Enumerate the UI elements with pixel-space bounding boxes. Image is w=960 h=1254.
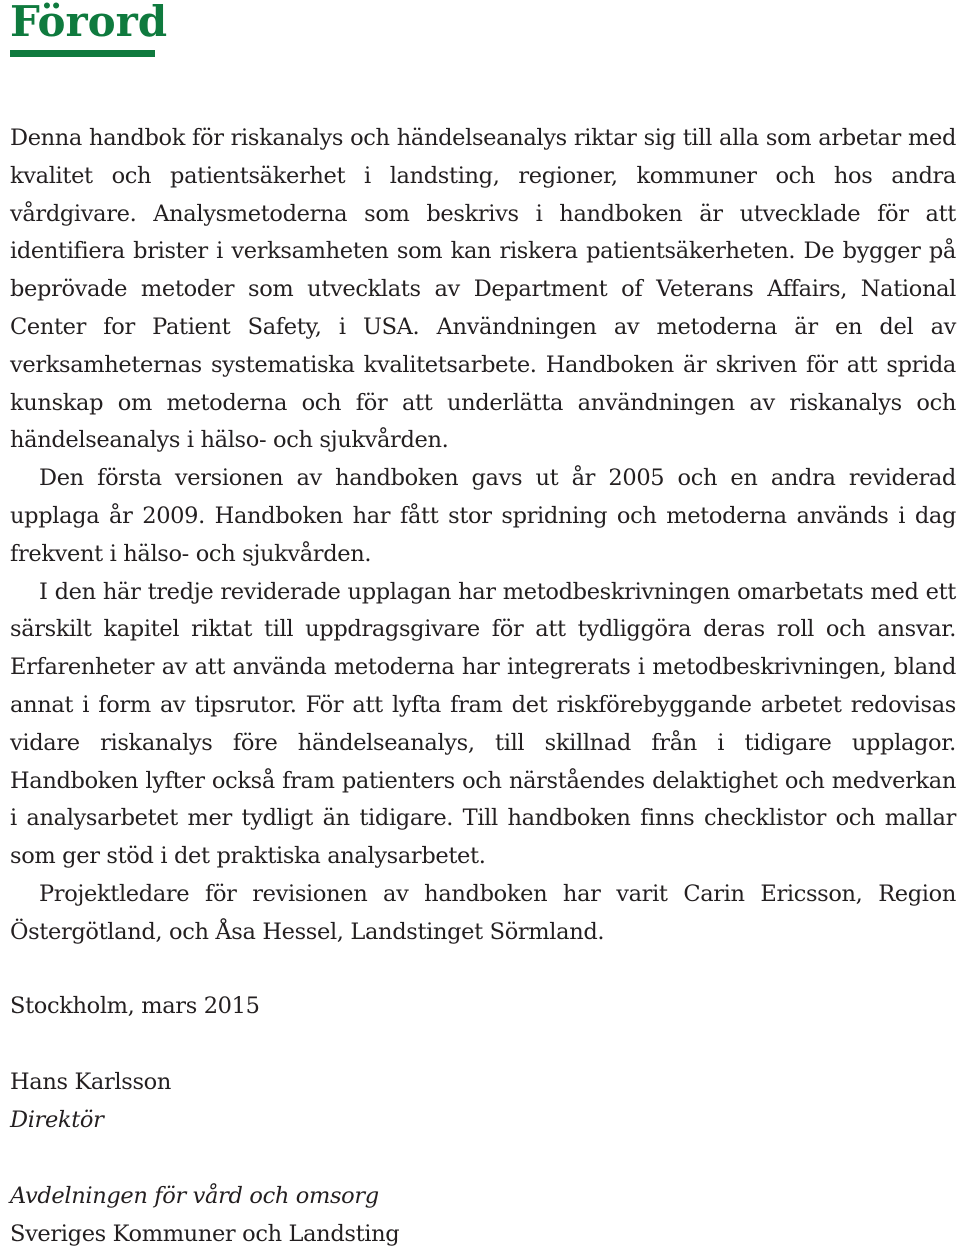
page-title: Förord <box>10 0 168 46</box>
place-date: Stockholm, mars 2015 <box>10 993 260 1019</box>
paragraph-intro: Denna handbok för riskanalys och händelseanalys riktar sig till alla som arbetar med kvalitet och patientsäkerhet i landsting, regioner, kommuner och hos andra vårdgivare. Analysmetoderna som beskrivs i handboken är utvecklade för att identifiera brister i verksamheten som kan riskera patientsäkerheten. De bygger på beprövade metoder som utvecklats av Department of Veterans Affairs, National Center for Patient Safety, i USA. Användningen av metoderna är en del av verksamheternas systematiska kvalitetsarbete. Handboken är skriven för att sprida kunskap om metoderna och för att underlätta användningen av riskanalys och händelseanalys i hälso- och sjukvården. <box>10 125 956 454</box>
paragraph-project-leads: Projektledare för revisionen av handboken har varit Carin Ericsson, Region Östergötland, och Åsa Hessel, Landstinget Sörmland. <box>10 880 956 945</box>
signer-name: Hans Karlsson <box>10 1069 171 1095</box>
paragraph-revision: I den här tredje reviderade upplagan har metodbeskrivningen omarbetats med ett särskilt kapitel riktat till uppdragsgivare för att tydliggöra deras roll och ansvar. Erfarenheter av att använda metoderna har integrerats i metodbeskrivningen, bland annat i form av tipsrutor. För att lyfta fram det riskförebyggande arbetet redovisas vidare riskanalys före händelseanalys, till skillnad från i tidigare upplagor. Handboken lyfter också fram patienters och närståendes delaktighet och medverkan i analysarbetet mer tydligt än tidigare. Till handboken finns checklistor och mallar som ger stöd i det praktiska analysarbetet. <box>10 578 956 870</box>
body-text <box>10 120 956 952</box>
signer-title: Direktör <box>10 1107 104 1133</box>
heading-block <box>10 0 167 57</box>
department-name: Avdelningen för vård och omsorg <box>10 1183 379 1209</box>
organization-name: Sveriges Kommuner och Landsting <box>10 1221 400 1247</box>
title-underline <box>10 50 155 57</box>
paragraph-history: Den första versionen av handboken gavs ut år 2005 och en andra reviderad upplaga år 2009. Handboken har fått stor spridning och metoderna används i dag frekvent i hälso- och sjukvården. <box>10 465 956 567</box>
